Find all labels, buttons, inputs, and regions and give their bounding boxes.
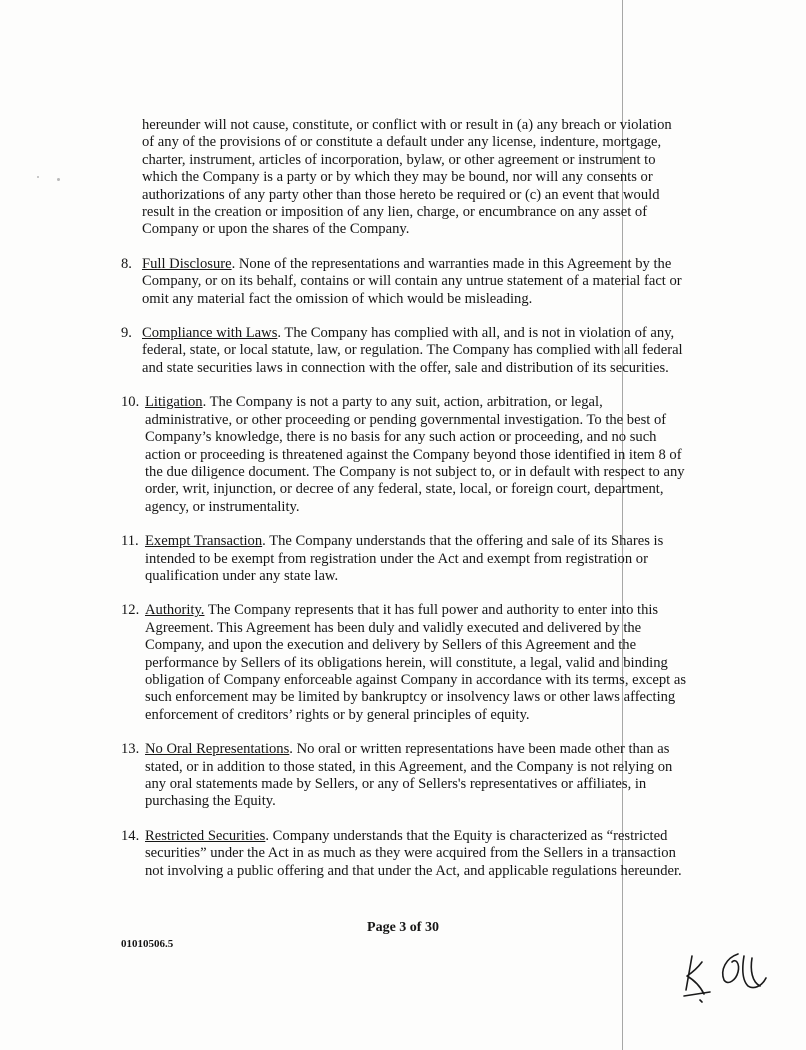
section-body bbox=[145, 394, 687, 516]
section-body bbox=[145, 828, 687, 880]
section-10 bbox=[121, 394, 687, 516]
section-9 bbox=[121, 325, 687, 377]
section-8 bbox=[121, 256, 687, 308]
continuation-paragraph: hereunder will not cause, constitute, or conflict with or result in (a) any breach or violation of any of the provisions of or constitute a default under any license, indenture, mortgage, charter, instrument, articles of incorporation, bylaw, or other agreement or instrument to which the Company is a party or by which they may be bound, nor will any consents or authorizations of any party other than those hereto be required or (c) an event that would result in the creation or imposition of any lien, charge, or encumbrance on any asset of Company or upon the shares of the Company. bbox=[142, 117, 672, 238]
section-text: . No oral or written representations have been made other than as stated, or in addition to those stated, in this Agreement, and the Company is not relying on any oral statements made by Sellers, or any of Sellers's representatives or affiliates, in purchasing the Equity. bbox=[145, 741, 673, 810]
section-heading: Litigation bbox=[145, 394, 203, 411]
section-heading: Exempt Transaction bbox=[145, 533, 263, 550]
section-number: 11. bbox=[121, 533, 139, 550]
section-number: 13. bbox=[121, 741, 140, 758]
section-heading: Full Disclosure bbox=[142, 255, 232, 272]
section-text: The Company represents that it has full power and authority to enter into this Agreement. This Agreement has been duly and validly executed and delivered by the Company, and upon the execution and delivery by Sellers of this Agreement and the performance by Sellers of its obligations herein, will constitute, a legal, valid and binding obligation of Company enforceable against Company in accordance with its terms, except as such enforcement may be limited by bankruptcy or insolvency laws or other laws affecting enforcement of creditors’ rights or by general principles of equity. bbox=[145, 602, 687, 723]
section-heading: Authority. bbox=[145, 602, 205, 619]
section-text: . The Company understands that the offering and sale of its Shares is intended to be exempt from registration under the Act and exempt from registration or qualification under any state law. bbox=[145, 533, 664, 584]
scan-speck bbox=[57, 178, 60, 181]
section-body bbox=[142, 256, 687, 308]
section-heading: Compliance with Laws bbox=[142, 325, 278, 342]
document-body bbox=[121, 117, 687, 897]
section-13 bbox=[121, 741, 687, 811]
section-number: 10. bbox=[121, 394, 140, 411]
section-body bbox=[145, 533, 687, 585]
section-text: . None of the representations and warranties made in this Agreement by the Company, or on its behalf, contains or will contain any untrue statement of a material fact or omit any material fact the omission of which would be misleading. bbox=[142, 255, 682, 307]
section-heading: Restricted Securities bbox=[145, 827, 266, 844]
section-number: 14. bbox=[121, 827, 140, 844]
section-text: . Company understands that the Equity is characterized as “restricted securities” under the Act in as much as they were acquired from the Sellers in a transaction not involving a public offering and that under the Act, and applicable regulations hereunder. bbox=[145, 827, 682, 879]
section-text: . The Company has complied with all, and is not in violation of any, federal, state, or local statute, law, or regulation. The Company has complied with all federal and state securities laws in connection with the offer, sale and distribution of its securities. bbox=[142, 325, 683, 376]
section-number: 9. bbox=[121, 325, 132, 342]
section-body bbox=[145, 602, 687, 724]
section-heading: No Oral Representations bbox=[145, 741, 290, 758]
initials-signature bbox=[680, 942, 780, 1012]
section-body bbox=[145, 741, 687, 811]
section-12 bbox=[121, 602, 687, 724]
section-number: 8. bbox=[121, 255, 132, 272]
section-text: . The Company is not a party to any suit, action, arbitration, or legal, administrative, or other proceeding or pending governmental investigation. To the best of Company’s knowledge, there is no basis for any such action or proceeding, and no such action or proceeding is threatened against the Company beyond those identified in item 8 of the due diligence document. The Company is not subject to, or in default with respect to any order, writ, injunction, or decree of any federal, state, local, or foreign court, department, agency, or instrumentality. bbox=[145, 394, 685, 515]
page-number: Page 3 of 30 bbox=[367, 920, 439, 935]
section-number: 12. bbox=[121, 602, 140, 619]
scan-speck bbox=[37, 176, 39, 178]
section-14 bbox=[121, 828, 687, 880]
section-11 bbox=[121, 533, 687, 585]
document-id: 01010506.5 bbox=[121, 938, 174, 950]
section-body bbox=[142, 325, 687, 377]
